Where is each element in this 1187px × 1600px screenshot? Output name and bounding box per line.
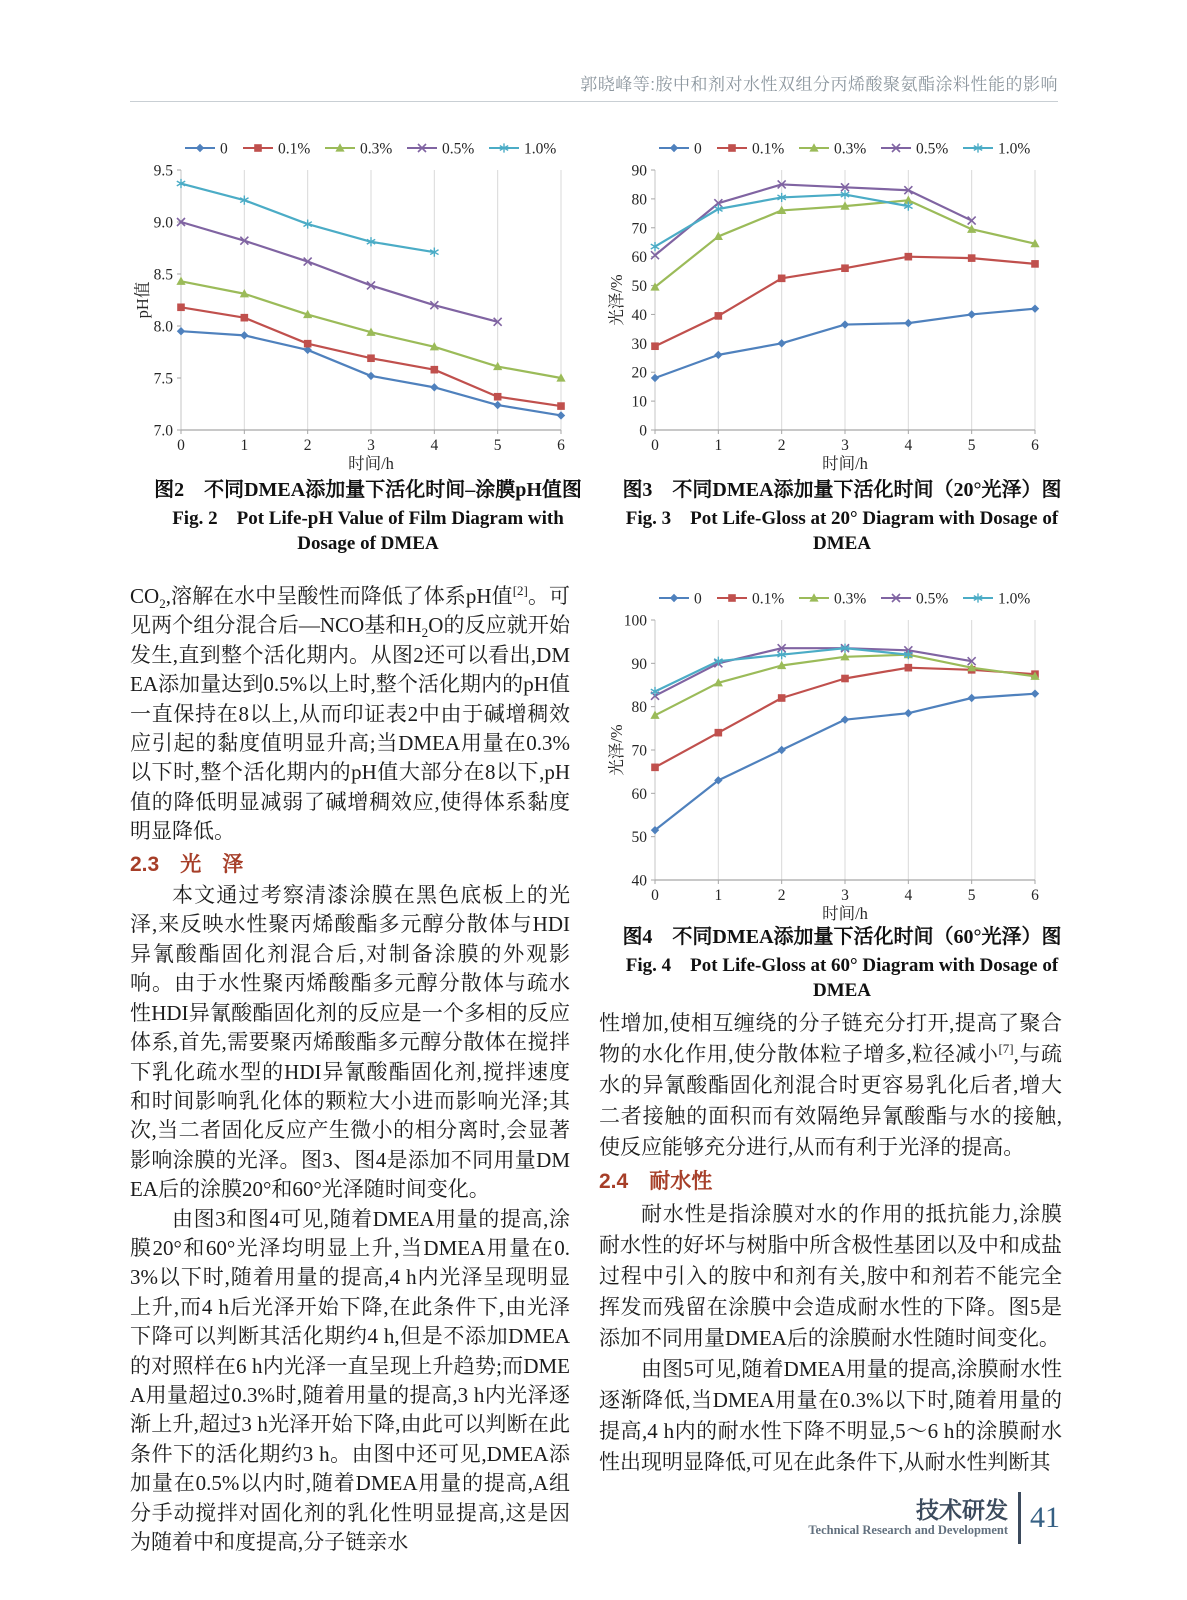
svg-text:5: 5 [967, 887, 976, 904]
svg-text:30: 30 [631, 335, 647, 353]
svg-text:0.5%: 0.5% [916, 140, 949, 158]
paragraph-continued: 性增加,使相互缠绕的分子链充分打开,提高了聚合物的水化作用,使分散体粒子增多,粒径减小[7],与疏水的异氰酸酯固化剂混合时更容易乳化后者,增大二者接触的面积而有效隔绝异氰酸酯与水的接触,使反应能够充分进行,从而有利于光泽的提高。 [599, 1011, 1063, 1159]
svg-text:1.0%: 1.0% [524, 140, 557, 158]
page-footer [808, 1492, 1060, 1544]
svg-text:50: 50 [631, 278, 647, 296]
svg-text:10: 10 [631, 393, 647, 411]
svg-text:6: 6 [1031, 887, 1039, 904]
svg-text:0.5%: 0.5% [916, 590, 949, 608]
svg-text:4: 4 [904, 887, 913, 904]
paragraph: 由图3和图4可见,随着DMEA用量的提高,涂膜20°和60°光泽均明显上升,当DMEA用量在0.3%以下时,随着用量的提高,4 h内光泽呈现明显上升,而4 h后光泽开始下降,在此条件下,由光泽下降可以判断其活化期约4 h,但是不添加DMEA的对照样在6 h内光泽一直呈现上升趋势;而DMEA用量超过0.3%时,随着用量的提高,3 h内光泽逐渐上升,超过3 h光泽开始下降,由此可以判断在此条件下的活化期约3 h。由图中还可见,DMEA添加量在0.5%以内时,随着DMEA用量的提高,A组分手动搅拌对固化剂的乳化性明显提高,这是因为随着中和度提高,分子链亲水 [130, 1206, 570, 1554]
svg-text:2: 2 [303, 437, 312, 454]
section-heading-2-3: 2.3 光 泽 [130, 852, 244, 876]
svg-text:0: 0 [639, 422, 647, 440]
svg-text:1.0%: 1.0% [998, 140, 1031, 158]
svg-text:4: 4 [904, 437, 913, 454]
svg-text:7.5: 7.5 [153, 370, 173, 388]
paragraph: 由图5可见,随着DMEA用量的提高,涂膜耐水性逐渐降低,当DMEA用量在0.3%以下时,随着用量的提高,4 h内的耐水性下降不明显,5～6 h的涂膜耐水性出现明显降低,可见在此条件下,从耐水性判断其 [599, 1357, 1062, 1474]
svg-text:3: 3 [367, 437, 375, 454]
svg-text:60: 60 [631, 249, 647, 267]
svg-text:6: 6 [1031, 437, 1039, 454]
svg-text:80: 80 [631, 191, 647, 209]
svg-text:1: 1 [240, 437, 249, 454]
svg-text:0.3%: 0.3% [834, 140, 867, 158]
svg-text:0: 0 [177, 437, 185, 454]
figure3-caption-zh: 图3 不同DMEA添加量下活化时间（20°光泽）图 [622, 479, 1062, 501]
figure2-caption-en: Fig. 2 Pot Life-pH Value of Film Diagram with Dosage of DMEA [172, 508, 564, 554]
svg-text:2: 2 [777, 437, 786, 454]
header-rule [130, 101, 1058, 102]
figure4-caption-zh: 图4 不同DMEA添加量下活化时间（60°光泽）图 [622, 926, 1062, 948]
chart-gloss60-vs-time [607, 576, 1077, 921]
svg-text:40: 40 [631, 306, 647, 324]
paragraph: 耐水性是指涂膜对水的作用的抵抗能力,涂膜耐水性的好坏与树脂中所含极性基团以及中和成盐过程中引入的胺中和剂有关,胺中和剂若不能完全挥发而残留在涂膜中会造成耐水性的下降。图5是添加不同用量DMEA后的涂膜耐水性随时间变化。 [599, 1202, 1062, 1350]
paragraph: 本文通过考察清漆涂膜在黑色底板上的光泽,来反映水性聚丙烯酸酯多元醇分散体与HDI异氰酸酯固化剂混合后,对制备涂膜的外观影响。由于水性聚丙烯酸酯多元醇分散体与疏水性HDI异氰酸酯固化剂的反应是一个多相的反应体系,首先,需要聚丙烯酸酯多元醇分散体在搅拌下乳化疏水型的HDI异氰酸酯固化剂,搅拌速度和时间影响乳化体的颗粒大小进而影响光泽;其次,当二者固化反应产生微小的相分离时,会显著影响涂膜的光泽。图3、图4是添加不同用量DMEA后的涂膜20°和60°光泽随时间变化。 [130, 883, 570, 1202]
svg-text:光泽/%: 光泽/% [607, 724, 626, 776]
svg-text:光泽/%: 光泽/% [607, 274, 626, 326]
svg-text:0: 0 [220, 140, 228, 158]
svg-text:时间/h: 时间/h [822, 454, 868, 471]
svg-text:0.5%: 0.5% [442, 140, 475, 158]
section-heading-2-4: 2.4 耐水性 [599, 1170, 713, 1193]
svg-text:70: 70 [631, 742, 647, 760]
svg-text:0.3%: 0.3% [360, 140, 393, 158]
svg-text:时间/h: 时间/h [822, 904, 868, 921]
svg-text:50: 50 [631, 829, 647, 847]
figure4-caption-en: Fig. 4 Pot Life-Gloss at 60° Diagram with Dosage of DMEA [625, 955, 1059, 1001]
footer-section-en: Technical Research and Development [808, 1523, 1008, 1537]
svg-text:pH值: pH值 [133, 281, 152, 319]
svg-text:70: 70 [631, 220, 647, 238]
svg-text:9.5: 9.5 [153, 162, 173, 180]
figure2-caption-zh: 图2 不同DMEA添加量下活化时间–涂膜pH值图 [154, 479, 582, 501]
paragraph-continued: $CO_2$,溶解在水中呈酸性而降低了体系pH值[2]。可见两个组分混合后—NCO基和$H_2O$的反应就开始发生,直到整个活化期内。从图2还可以看出,DMEA添加量达到0.5%以上时,整个活化期内的pH值一直保持在8以上,从而印证表2中由于碱增稠效应引起的黏度值明显升高;当DMEA用量在0.3%以下时,整个活化期内的pH值大部分在8以下,pH值的降低明显减弱了碱增稠效应,使得体系黏度明显降低。 [130, 583, 570, 844]
svg-text:1: 1 [714, 887, 723, 904]
svg-text:40: 40 [631, 872, 647, 890]
svg-text:5: 5 [493, 437, 502, 454]
svg-text:8.0: 8.0 [153, 318, 173, 336]
svg-text:时间/h: 时间/h [348, 454, 394, 471]
svg-text:0.1%: 0.1% [752, 140, 785, 158]
svg-text:0.3%: 0.3% [834, 590, 867, 608]
svg-text:0: 0 [651, 887, 659, 904]
figure4-caption [607, 924, 1077, 1003]
svg-text:80: 80 [631, 699, 647, 717]
svg-text:90: 90 [631, 162, 647, 180]
svg-text:7.0: 7.0 [153, 422, 173, 440]
svg-text:0: 0 [694, 140, 702, 158]
svg-text:3: 3 [841, 887, 849, 904]
footer-section-zh: 技术研发 [916, 1497, 1008, 1523]
right-text-column [599, 1008, 1062, 1478]
svg-text:4: 4 [430, 437, 439, 454]
svg-text:1: 1 [714, 437, 723, 454]
svg-text:20: 20 [631, 364, 647, 382]
svg-text:0.1%: 0.1% [752, 590, 785, 608]
svg-text:5: 5 [967, 437, 976, 454]
svg-text:1.0%: 1.0% [998, 590, 1031, 608]
svg-text:6: 6 [557, 437, 565, 454]
svg-text:8.5: 8.5 [153, 266, 173, 284]
running-header: 郭晓峰等:胺中和剂对水性双组分丙烯酸聚氨酯涂料性能的影响 [580, 75, 1058, 94]
chart-ph-vs-time [133, 126, 603, 471]
left-text-column [130, 582, 570, 1557]
footer-divider [1018, 1492, 1021, 1544]
svg-text:9.0: 9.0 [153, 214, 173, 232]
page-number: 41 [1030, 1501, 1060, 1534]
svg-text:0.1%: 0.1% [278, 140, 311, 158]
figure3-caption [607, 477, 1077, 556]
svg-text:90: 90 [631, 655, 647, 673]
chart-gloss20-vs-time [607, 126, 1077, 471]
svg-text:100: 100 [623, 612, 647, 630]
figure2-caption [133, 477, 603, 556]
figure3-caption-en: Fig. 3 Pot Life-Gloss at 20° Diagram with Dosage of DMEA [625, 508, 1059, 554]
svg-text:2: 2 [777, 887, 786, 904]
svg-text:0: 0 [694, 590, 702, 608]
svg-text:3: 3 [841, 437, 849, 454]
svg-text:0: 0 [651, 437, 659, 454]
svg-text:60: 60 [631, 785, 647, 803]
